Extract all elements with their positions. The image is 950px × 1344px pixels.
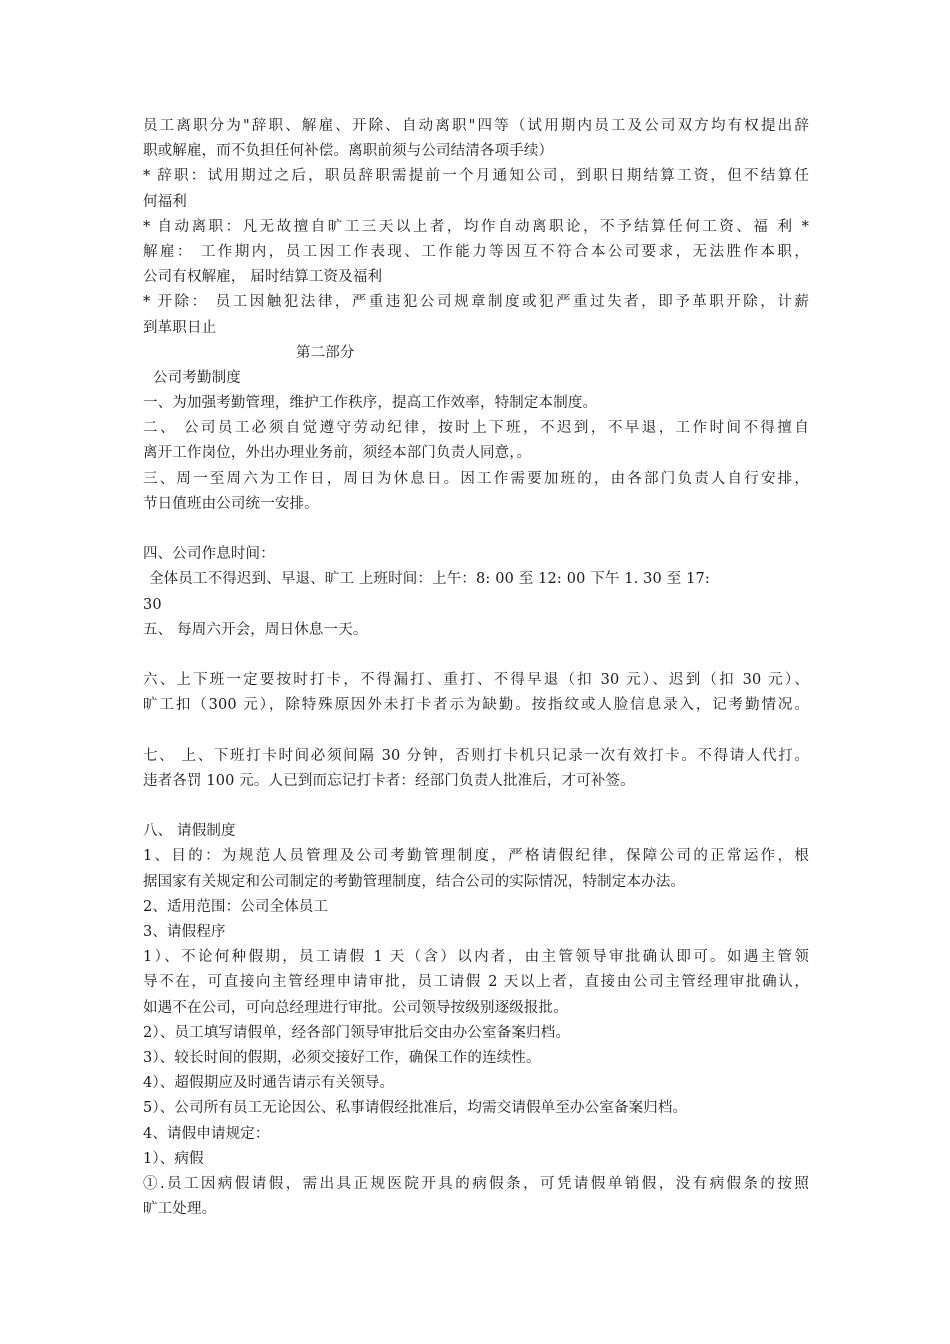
text-line: 违者各罚 100 元。人已到而忘记打卡者：经部门负责人批准后，才可补签。: [143, 772, 635, 789]
blank-line: [143, 517, 809, 542]
text-line: 1）、不论何种假期，员工请假 1 天（含）以内者，由主管领导审批确认即可。如遇主管领: [143, 949, 809, 966]
blank-line: [143, 719, 809, 744]
text-line: 公司有权解雇， 届时结算工资及福利: [143, 269, 383, 286]
text-line: 何福利: [143, 193, 187, 210]
text-line: 到革职日止: [143, 319, 217, 336]
text-line: 导不在，可直接向主管经理申请审批，员工请假 2 天以上者，直接由公司主管经理审批确认，: [143, 974, 809, 991]
text-line: 三、周一至周六为工作日，周日为休息日。因工作需要加班的，由各部门负责人自行安排，: [143, 470, 809, 487]
text-line: * 辞职：试用期过之后，职员辞职需提前一个月通知公司，到职日期结算工资，但不结算任: [143, 168, 809, 185]
text-line: 2）、员工填写请假单，经各部门领导审批后交由办公室备案归档。: [143, 1024, 570, 1041]
section-subheading: 公司考勤制度: [153, 369, 241, 386]
document-page: [143, 114, 809, 1222]
blank-line: [143, 794, 809, 819]
text-line: 3、请假程序: [143, 924, 226, 940]
blank-line: [143, 643, 809, 668]
text-line: 旷工扣（300 元），除特殊原因外未打卡者示为缺勤。按指纹或人脸信息录入，记考勤情况。: [143, 697, 809, 714]
text-line: 节日值班由公司统一安排。: [143, 495, 319, 512]
section-heading: 八、 请假制度: [143, 823, 236, 840]
text-line: 2、适用范围：公司全体员工: [143, 898, 329, 915]
text-line: 5）、公司所有员工无论因公、私事请假经批准后，均需交请假单至办公室备案归档。: [143, 1100, 688, 1117]
text-line: 如遇不在公司，可向总经理进行审批。公司领导按级别逐级报批。: [143, 999, 568, 1016]
text-line: * 开除： 员工因触犯法律，严重违犯公司规章制度或犯严重过失者，即予革职开除，计薪: [143, 294, 809, 311]
text-line: 二、 公司员工必须自觉遵守劳动纪律，按时上下班，不迟到，不早退，工作时间不得擅自: [143, 420, 809, 437]
text-line: ①.员工因病假请假，需出具正规医院开具的病假条，可凭请假单销假，没有病假条的按照: [143, 1175, 809, 1192]
text-line: 解雇： 工作期内，员工因工作表现、工作能力等因互不符合本公司要求，无法胜作本职，: [143, 243, 809, 260]
text-line: 4、请假申请规定：: [143, 1125, 270, 1142]
text-line: 全体员工不得迟到、早退、旷工 上班时间：上午：8: 00 至 12: 00 下午 1. 30 至 17:: [149, 571, 710, 588]
text-line: 离开工作岗位，外出办理业务前，须经本部门负责人同意，。: [143, 445, 532, 462]
text-line: 1）、病假: [143, 1150, 204, 1167]
text-line: 四、公司作息时间：: [143, 546, 275, 563]
text-line: * 自动离职：凡无故擅自旷工三天以上者，均作自动离职论，不予结算任何工资、福 利 *: [143, 218, 809, 235]
section-heading: 第二部分: [296, 344, 355, 361]
text-line: 五、 每周六开会，周日休息一天。: [143, 621, 368, 638]
text-line: 七、 上、下班打卡时间必须间隔 30 分钟，否则打卡机只记录一次有效打卡。不得请人代打。: [143, 747, 809, 764]
text-line: 六、上下班一定要按时打卡，不得漏打、重打、不得早退（扣 30 元）、迟到（扣 30 元）、: [143, 672, 809, 689]
text-line: 4）、超假期应及时通告请示有关领导。: [143, 1075, 395, 1092]
text-line: 30: [143, 596, 162, 613]
text-line: 一、为加强考勤管理，维护工作秩序，提高工作效率，特制定本制度。: [143, 395, 598, 412]
text-line: 旷工处理。: [143, 1201, 217, 1218]
text-line: 3）、较长时间的假期，必须交接好工作，确保工作的连续性。: [143, 1049, 541, 1066]
text-line: 职或解雇，而不负担任何补偿。离职前须与公司结清各项手续）: [143, 143, 554, 160]
text-line: 员工离职分为"辞职、解雇、开除、自动离职"四等（试用期内员工及公司双方均有权提出辞: [143, 118, 809, 134]
text-line: 1、目的：为规范人员管理及公司考勤管理制度，严格请假纪律，保障公司的正常运作，根: [143, 848, 809, 865]
text-line: 据国家有关规定和公司制定的考勤管理制度，结合公司的实际情况，特制定本办法。: [143, 873, 686, 890]
